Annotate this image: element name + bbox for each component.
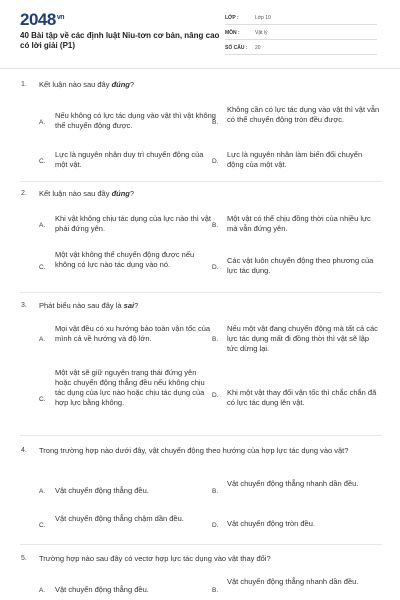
question-text: Kết luận nào sau đây đúng? [39, 80, 135, 89]
option-d[interactable]: Khi một vật thay đổi vận tốc thì chắc chắn đã có lực tác dụng lên vật. [227, 388, 377, 407]
option-letter-b: B. [212, 119, 219, 126]
option-letter-b: B. [212, 222, 219, 229]
option-letter-c: C. [39, 396, 46, 403]
option-letter-d: D. [212, 392, 219, 399]
option-a[interactable]: Mọi vật đều có xu hướng bảo toàn vận tốc của mình cả về hướng và độ lớn. [55, 324, 211, 343]
option-b[interactable]: Nếu một vật đang chuyển động mà tất cả các lực tác dụng mất đi đồng thời thì vật sẽ lập tức dừng lại. [227, 324, 378, 353]
question-text: Phát biểu nào sau đây là sai? [39, 301, 139, 310]
option-letter-d: D. [212, 158, 219, 165]
question-number: 4. [21, 447, 27, 454]
option-letter-b: B. [212, 488, 219, 495]
question-number: 1. [21, 81, 27, 88]
question-divider [20, 292, 382, 293]
option-b[interactable]: Không cần có lực tác dụng vào vật thì vật vẫn có thể chuyển động tròn đều được. [227, 105, 380, 124]
option-letter-a: A. [39, 488, 46, 495]
question-divider [20, 435, 382, 436]
question-divider [20, 181, 382, 182]
question-number: 2. [21, 190, 27, 197]
option-a[interactable]: Nếu không có lực tác dụng vào vật thì vật không thể chuyển động được. [55, 111, 216, 130]
option-letter-a: A. [39, 222, 46, 229]
question-text: Kết luận nào sau đây đúng? [39, 189, 135, 198]
option-c[interactable]: Vật chuyển động thẳng chậm dần đều. [55, 514, 184, 523]
option-letter-c: C. [39, 158, 46, 165]
class-label: LỚP : [225, 15, 239, 21]
question-number: 5. [21, 555, 27, 562]
option-letter-d: D. [212, 522, 219, 529]
question-number: 3. [21, 302, 27, 309]
document-title: 40 Bài tập về các định luật Niu-tơn cơ bản, nâng cao có lời giải (P1) [20, 31, 220, 50]
option-b[interactable]: Vật chuyển động thẳng nhanh dần đều. [227, 577, 359, 586]
question-divider [20, 544, 382, 545]
count-value: 20 [255, 45, 261, 51]
meta-divider [225, 24, 377, 25]
class-value: Lớp 10 [255, 15, 271, 21]
meta-divider [225, 54, 377, 55]
option-letter-c: C. [39, 264, 46, 271]
option-b[interactable]: Một vật có thể chịu đồng thời của nhiều lực mà vẫn đứng yên. [227, 214, 371, 233]
option-letter-c: C. [39, 522, 46, 529]
header-divider [0, 68, 400, 69]
option-letter-a: A. [39, 587, 46, 594]
question-text: Trường hợp nào sau đây có vectơ hợp lực tác dụng vào vật thay đổi? [39, 554, 271, 563]
logo-text: 2048 [20, 10, 56, 29]
option-b[interactable]: Vật chuyển động thẳng nhanh dần đều. [227, 479, 359, 488]
count-label: SỐ CÂU : [225, 45, 248, 51]
option-c[interactable]: Một vật không thể chuyển động được nếu không có lực nào tác dụng vào nó. [55, 250, 195, 269]
meta-divider [225, 39, 377, 40]
option-letter-b: B. [212, 587, 219, 594]
option-letter-b: B. [212, 336, 219, 343]
option-a[interactable]: Khi vật không chịu tác dụng của lực nào thì vật phải đứng yên. [55, 214, 211, 233]
option-a[interactable]: Vật chuyển động thẳng đều. [55, 585, 149, 594]
subject-value: Vật lý [255, 30, 268, 36]
option-d[interactable]: Các vật luôn chuyển động theo phương của lực tác dụng. [227, 256, 374, 275]
option-a[interactable]: Vật chuyển động thẳng đều. [55, 486, 149, 495]
option-letter-a: A. [39, 336, 46, 343]
logo-suffix: vn [56, 14, 64, 21]
option-d[interactable]: Vật chuyển động tròn đều. [227, 519, 315, 528]
option-letter-a: A. [39, 119, 46, 126]
site-logo[interactable] [20, 10, 64, 30]
option-c[interactable]: Một vật sẽ giữ nguyên trạng thái đứng yên hoặc chuyển động thẳng đều nếu không chịu tác dụng của lực nào hoặc chịu tác dụng của hợp lực bằng không. [55, 368, 205, 407]
option-d[interactable]: Lực là nguyên nhân làm biến đổi chuyển động của một vật. [227, 150, 363, 169]
subject-label: MÔN : [225, 30, 240, 36]
option-c[interactable]: Lực là nguyên nhân duy trì chuyển động của một vật. [55, 150, 204, 169]
question-text: Trong trường hợp nào dưới đây, vật chuyển động theo hướng của hợp lực tác dụng vào vật? [39, 446, 349, 455]
option-letter-d: D. [212, 264, 219, 271]
page-header [0, 0, 400, 66]
